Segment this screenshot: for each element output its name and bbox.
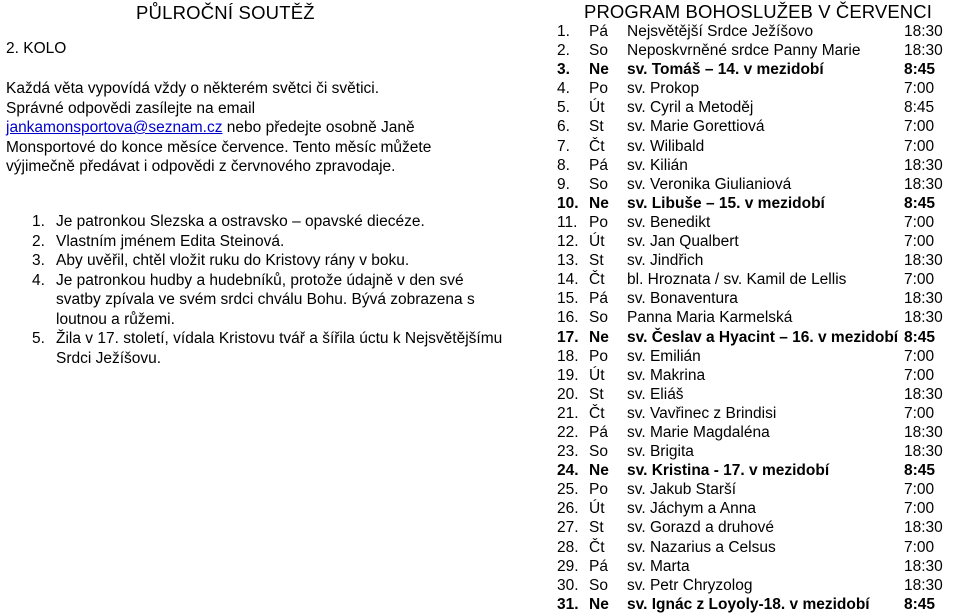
row-day: Út bbox=[589, 366, 605, 384]
question-text: Vlastním jménem Edita Steinová. bbox=[56, 232, 285, 250]
row-time: 7:00 bbox=[904, 347, 935, 365]
row-time: 18:30 bbox=[904, 443, 943, 461]
row-celebration: Panna Maria Karmelská bbox=[627, 309, 793, 327]
row-time: 18:30 bbox=[904, 42, 943, 60]
row-time: 7:00 bbox=[904, 213, 935, 231]
question-item bbox=[32, 251, 512, 271]
row-day: St bbox=[589, 385, 604, 403]
row-celebration: sv. Kilián bbox=[627, 156, 688, 174]
row-time: 8:45 bbox=[904, 595, 936, 613]
row-celebration: sv. Jan Qualbert bbox=[627, 233, 739, 251]
schedule-row bbox=[552, 289, 960, 308]
row-time: 8:45 bbox=[904, 462, 936, 480]
contest-round: 2. KOLO bbox=[6, 40, 67, 57]
row-time: 7:00 bbox=[904, 80, 935, 98]
schedule-row bbox=[552, 423, 960, 442]
row-day: Pá bbox=[589, 290, 608, 308]
row-celebration: sv. Marie Magdaléna bbox=[627, 423, 770, 441]
row-time: 7:00 bbox=[904, 271, 935, 289]
row-time: 18:30 bbox=[904, 252, 943, 270]
row-celebration: sv. Brigita bbox=[627, 443, 694, 461]
row-number: 30. bbox=[557, 576, 579, 594]
row-time: 18:30 bbox=[904, 519, 943, 537]
schedule-row bbox=[552, 480, 960, 499]
row-day: Ne bbox=[589, 462, 609, 480]
row-day: Čt bbox=[589, 404, 605, 422]
row-time: 18:30 bbox=[904, 385, 943, 403]
row-time: 8:45 bbox=[904, 194, 936, 212]
schedule-row bbox=[552, 98, 960, 117]
row-day: Ne bbox=[589, 328, 609, 346]
row-time: 7:00 bbox=[904, 481, 935, 499]
row-celebration: sv. Cyril a Metoděj bbox=[627, 99, 754, 117]
question-item bbox=[32, 212, 512, 232]
schedule-row bbox=[552, 328, 960, 347]
row-day: Po bbox=[589, 347, 608, 365]
row-number: 1. bbox=[557, 23, 570, 40]
row-celebration: sv. Česlav a Hyacint – 16. v mezidobí bbox=[627, 328, 899, 346]
row-number: 2. bbox=[557, 42, 570, 60]
schedule-row bbox=[552, 60, 960, 79]
row-time: 18:30 bbox=[904, 309, 943, 327]
row-day: Čt bbox=[589, 137, 605, 155]
row-celebration: sv. Eliáš bbox=[627, 385, 684, 403]
schedule-row bbox=[552, 385, 960, 404]
row-number: 5. bbox=[557, 99, 570, 117]
row-number: 31. bbox=[557, 595, 579, 613]
question-number: 2. bbox=[32, 232, 45, 250]
schedule-row bbox=[552, 41, 960, 60]
row-celebration: Nejsvětější Srdce Ježíšovo bbox=[627, 23, 814, 40]
row-time: 18:30 bbox=[904, 156, 943, 174]
row-number: 23. bbox=[557, 443, 579, 461]
row-time: 18:30 bbox=[904, 175, 943, 193]
row-time: 8:45 bbox=[904, 99, 935, 117]
row-day: Ne bbox=[589, 61, 609, 79]
schedule-row bbox=[552, 251, 960, 270]
schedule-row bbox=[552, 595, 960, 614]
row-time: 7:00 bbox=[904, 538, 935, 556]
schedule-row bbox=[552, 22, 960, 41]
row-number: 21. bbox=[557, 404, 579, 422]
schedule-row bbox=[552, 461, 960, 480]
row-number: 4. bbox=[557, 80, 570, 98]
row-celebration: sv. Makrina bbox=[627, 366, 706, 384]
schedule-row bbox=[552, 557, 960, 576]
schedule-row bbox=[552, 404, 960, 423]
contest-title: PŮLROČNÍ SOUTĚŽ bbox=[136, 2, 315, 23]
question-number: 1. bbox=[32, 213, 45, 230]
row-time: 8:45 bbox=[904, 61, 936, 79]
row-number: 18. bbox=[557, 347, 579, 365]
question-list bbox=[32, 212, 512, 368]
row-celebration: sv. Veronika Giulianiová bbox=[627, 175, 792, 193]
row-day: Pá bbox=[589, 557, 608, 575]
row-day: Pá bbox=[589, 23, 608, 40]
row-number: 13. bbox=[557, 252, 579, 270]
row-day: St bbox=[589, 252, 604, 270]
row-day: St bbox=[589, 118, 604, 136]
question-item bbox=[32, 232, 512, 252]
row-day: Ne bbox=[589, 595, 609, 613]
schedule-row bbox=[552, 137, 960, 156]
row-number: 9. bbox=[557, 175, 570, 193]
row-time: 7:00 bbox=[904, 233, 935, 251]
row-number: 14. bbox=[557, 271, 579, 289]
contest-instructions bbox=[6, 79, 436, 177]
row-celebration: sv. Tomáš – 14. v mezidobí bbox=[627, 61, 824, 79]
row-day: So bbox=[589, 42, 608, 60]
row-celebration: sv. Wilibald bbox=[627, 137, 705, 155]
instructions-text-2: nebo předejte osobně Janě Monsportové do konce měsíce července. Tento měsíc můžete výjimečně předávat i odpovědi z červnového zpravodaje. bbox=[6, 119, 432, 175]
row-number: 10. bbox=[557, 194, 579, 212]
instructions-text-1: Každá věta vypovídá vždy o některém světci či světici. Správné odpovědi zasílejte na email bbox=[6, 80, 380, 117]
schedule-row bbox=[552, 117, 960, 136]
row-day: Čt bbox=[589, 538, 605, 556]
row-time: 7:00 bbox=[904, 404, 935, 422]
row-day: So bbox=[589, 175, 608, 193]
row-time: 18:30 bbox=[904, 576, 943, 594]
row-number: 24. bbox=[557, 462, 579, 480]
row-day: Út bbox=[589, 233, 605, 251]
question-number: 5. bbox=[32, 330, 45, 347]
row-time: 7:00 bbox=[904, 366, 935, 384]
schedule-row bbox=[552, 213, 960, 232]
row-day: Pá bbox=[589, 423, 608, 441]
question-text: Žila v 17. století, vídala Kristovu tvář a šířila úctu k Nejsvětějšímu Srdci Ježíšovu. bbox=[56, 330, 503, 367]
row-celebration: sv. Bonaventura bbox=[627, 290, 738, 308]
row-number: 16. bbox=[557, 309, 579, 327]
row-celebration: sv. Gorazd a druhové bbox=[627, 519, 775, 537]
schedule-row bbox=[552, 232, 960, 251]
row-celebration: bl. Hroznata / sv. Kamil de Lellis bbox=[627, 271, 847, 289]
row-celebration: sv. Vavřinec z Brindisi bbox=[627, 404, 777, 422]
schedule-row bbox=[552, 308, 960, 327]
row-celebration: sv. Petr Chryzolog bbox=[627, 576, 753, 594]
row-time: 7:00 bbox=[904, 500, 935, 518]
question-text: Je patronkou hudby a hudebníků, protože údajně v den své svatby zpívala ve svém srdci chválu Bohu. Bývá zobrazena s loutnou a růžemi. bbox=[56, 271, 475, 328]
row-celebration: sv. Jindřich bbox=[627, 252, 704, 270]
schedule-row bbox=[552, 79, 960, 98]
row-day: Po bbox=[589, 213, 608, 231]
row-celebration: sv. Libuše – 15. v mezidobí bbox=[627, 194, 825, 212]
row-time: 7:00 bbox=[904, 137, 935, 155]
schedule-row bbox=[552, 156, 960, 175]
row-number: 11. bbox=[557, 213, 578, 231]
schedule-row bbox=[552, 576, 960, 595]
row-day: Ne bbox=[589, 194, 609, 212]
row-number: 27. bbox=[557, 519, 579, 537]
row-number: 28. bbox=[557, 538, 579, 556]
row-celebration: sv. Nazarius a Celsus bbox=[627, 538, 776, 556]
row-number: 19. bbox=[557, 366, 579, 384]
row-number: 7. bbox=[557, 137, 570, 155]
email-link[interactable]: jankamonsportova@seznam.cz bbox=[6, 119, 223, 136]
schedule-row bbox=[552, 270, 960, 289]
schedule-row bbox=[552, 518, 960, 537]
row-day: So bbox=[589, 443, 608, 461]
row-number: 20. bbox=[557, 385, 579, 403]
row-celebration: sv. Prokop bbox=[627, 80, 700, 98]
row-number: 8. bbox=[557, 156, 570, 174]
row-day: Pá bbox=[589, 156, 608, 174]
row-celebration: sv. Jakub Starší bbox=[627, 481, 737, 499]
row-celebration: sv. Emilián bbox=[627, 347, 701, 365]
schedule-row bbox=[552, 538, 960, 557]
schedule-row bbox=[552, 175, 960, 194]
row-day: So bbox=[589, 576, 608, 594]
row-time: 18:30 bbox=[904, 557, 943, 575]
row-celebration: sv. Kristina - 17. v mezidobí bbox=[627, 462, 830, 480]
row-celebration: sv. Ignác z Loyoly-18. v mezidobí bbox=[627, 595, 870, 613]
row-number: 17. bbox=[557, 328, 579, 346]
row-number: 15. bbox=[557, 290, 579, 308]
schedule-row bbox=[552, 366, 960, 385]
row-celebration: sv. Marta bbox=[627, 557, 690, 575]
schedule-row bbox=[552, 347, 960, 366]
row-number: 22. bbox=[557, 423, 579, 441]
row-number: 26. bbox=[557, 500, 579, 518]
question-item bbox=[32, 271, 512, 330]
question-text: Aby uvěřil, chtěl vložit ruku do Kristovy rány v boku. bbox=[56, 252, 410, 269]
row-day: Po bbox=[589, 80, 608, 98]
row-number: 25. bbox=[557, 481, 579, 499]
row-day: So bbox=[589, 309, 608, 327]
row-time: 18:30 bbox=[904, 23, 943, 40]
row-day: Út bbox=[589, 99, 605, 117]
schedule-row bbox=[552, 194, 960, 213]
row-time: 18:30 bbox=[904, 290, 943, 308]
row-number: 29. bbox=[557, 557, 579, 575]
row-day: Čt bbox=[589, 271, 605, 289]
question-number: 3. bbox=[32, 252, 45, 269]
schedule-list bbox=[552, 22, 960, 614]
row-number: 3. bbox=[557, 61, 570, 79]
row-day: Út bbox=[589, 500, 605, 518]
row-time: 8:45 bbox=[904, 328, 936, 346]
row-celebration: sv. Marie Gorettiová bbox=[627, 118, 765, 136]
question-number: 4. bbox=[32, 271, 45, 289]
row-time: 7:00 bbox=[904, 118, 935, 136]
schedule-row bbox=[552, 499, 960, 518]
row-number: 6. bbox=[557, 118, 570, 136]
row-day: Po bbox=[589, 481, 608, 499]
row-number: 12. bbox=[557, 233, 579, 251]
row-celebration: Neposkvrněné srdce Panny Marie bbox=[627, 42, 861, 60]
row-celebration: sv. Jáchym a Anna bbox=[627, 500, 756, 518]
row-day: St bbox=[589, 519, 604, 537]
row-celebration: sv. Benedikt bbox=[627, 213, 711, 231]
schedule-title: PROGRAM BOHOSLUŽEB V ČERVENCI bbox=[584, 1, 932, 22]
schedule-row bbox=[552, 442, 960, 461]
question-item bbox=[32, 329, 512, 368]
row-time: 18:30 bbox=[904, 423, 943, 441]
question-text: Je patronkou Slezska a ostravsko – opavské diecéze. bbox=[56, 213, 425, 230]
